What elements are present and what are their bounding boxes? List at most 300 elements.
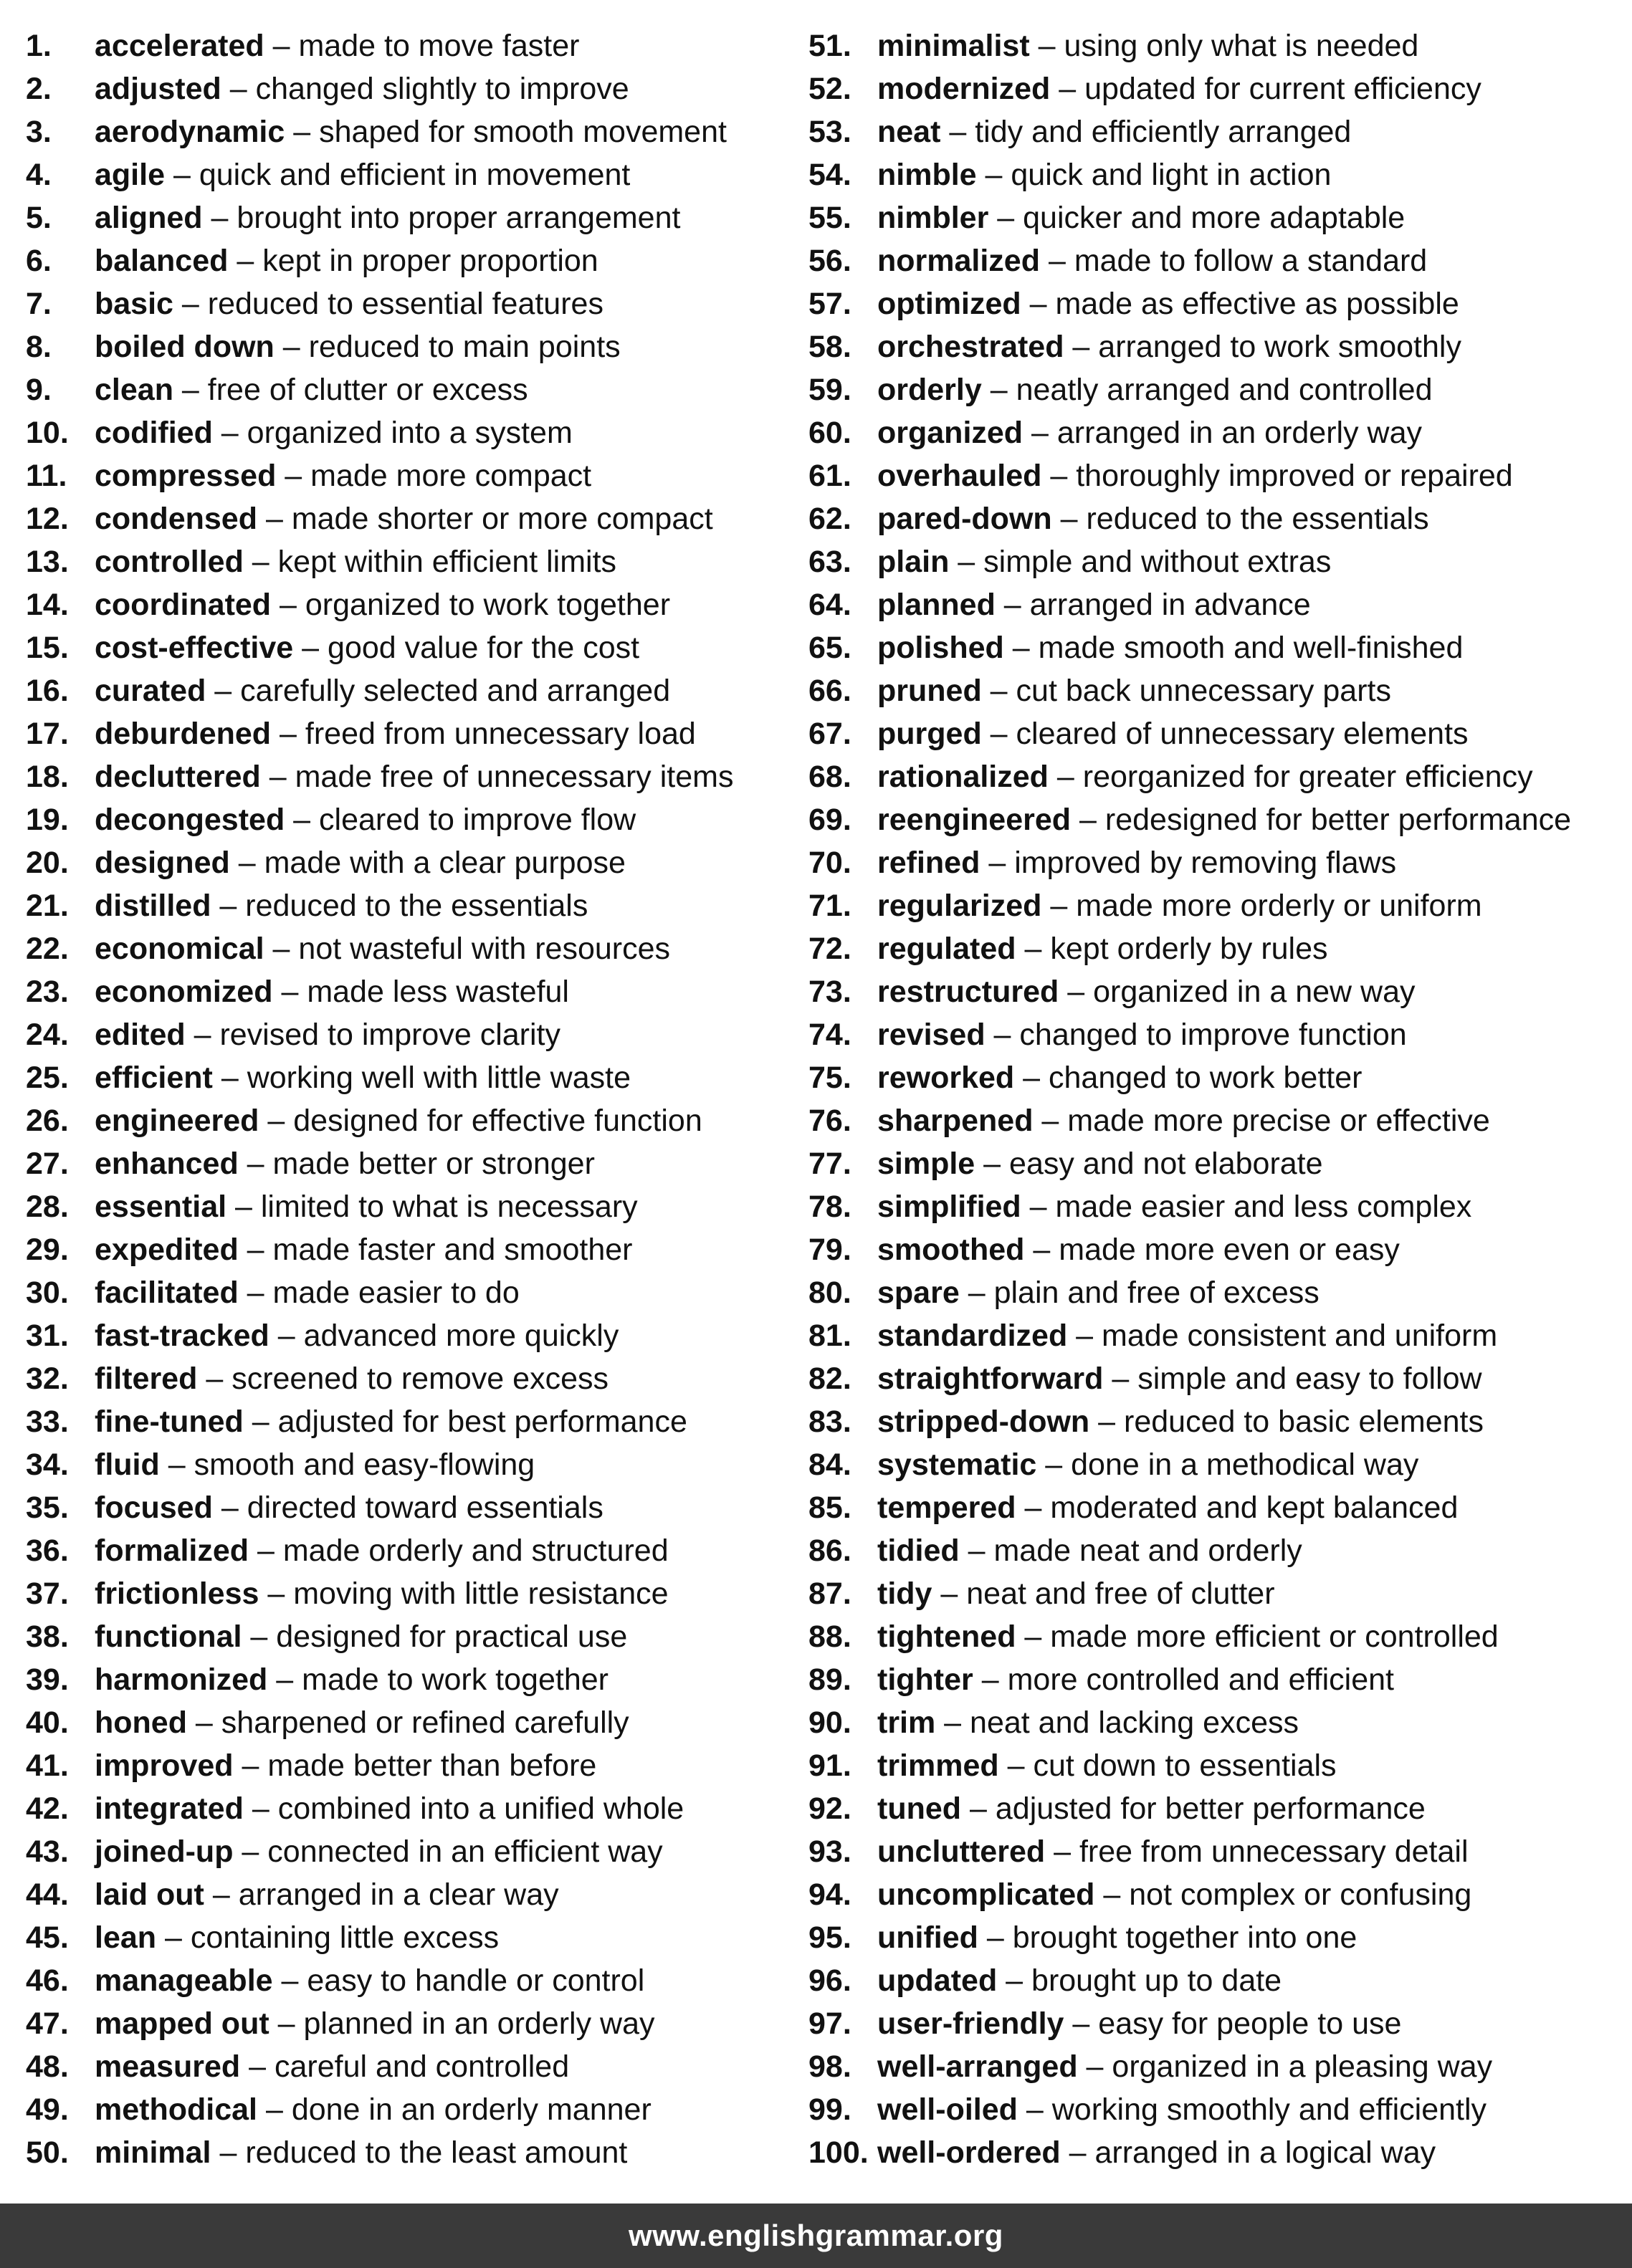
entry-number: 19. xyxy=(26,803,69,837)
entry-number: 38. xyxy=(26,1619,69,1654)
entry-word: revised xyxy=(877,1018,986,1052)
entry-number: 66. xyxy=(808,674,851,708)
entry-definition: made as effective as possible xyxy=(1055,287,1459,321)
entry-dash: – xyxy=(233,1834,268,1869)
entry-word: mapped out xyxy=(95,2006,269,2041)
entry-number: 34. xyxy=(26,1448,69,1482)
list-item xyxy=(808,1787,1618,1830)
list-item xyxy=(26,411,786,454)
entry-dash: – xyxy=(185,1018,220,1052)
entry-word: improved xyxy=(95,1748,234,1783)
list-item xyxy=(808,67,1618,110)
entry-definition: made more orderly or uniform xyxy=(1076,889,1482,923)
entry-definition: shaped for smooth movement xyxy=(319,115,727,149)
list-item xyxy=(808,669,1618,712)
list-item xyxy=(808,1443,1618,1486)
list-item xyxy=(808,497,1618,540)
entry-dash: – xyxy=(1021,287,1056,321)
list-item xyxy=(808,1099,1618,1142)
entry-definition: thoroughly improved or repaired xyxy=(1076,459,1513,493)
entry-word: functional xyxy=(95,1619,242,1654)
entry-dash: – xyxy=(1021,1190,1056,1224)
word-list-column-right xyxy=(808,24,1618,2174)
entry-dash: – xyxy=(186,1705,221,1740)
entry-number: 58. xyxy=(808,330,851,364)
entry-dash: – xyxy=(233,1748,268,1783)
entry-number: 94. xyxy=(808,1877,851,1912)
entry-dash: – xyxy=(276,459,311,493)
entry-word: systematic xyxy=(877,1448,1037,1482)
entry-word: orchestrated xyxy=(877,330,1064,364)
entry-number: 12. xyxy=(26,502,69,536)
list-item xyxy=(808,1228,1618,1271)
entry-number: 28. xyxy=(26,1190,69,1224)
list-item xyxy=(808,841,1618,884)
entry-word: honed xyxy=(95,1705,187,1740)
list-item xyxy=(808,1529,1618,1572)
entry-word: restructured xyxy=(877,975,1059,1009)
entry-definition: more controlled and efficient xyxy=(1007,1662,1395,1697)
entry-dash: – xyxy=(212,416,247,450)
entry-number: 70. xyxy=(808,846,851,880)
entry-word: tightened xyxy=(877,1619,1016,1654)
entry-dash: – xyxy=(959,1533,994,1568)
entry-number: 96. xyxy=(808,1963,851,1998)
entry-word: frictionless xyxy=(95,1576,259,1611)
entry-word: spare xyxy=(877,1276,960,1310)
entry-definition: arranged in a clear way xyxy=(238,1877,559,1912)
entry-dash: – xyxy=(293,631,328,665)
entry-definition: using only what is needed xyxy=(1064,29,1419,63)
entry-number: 59. xyxy=(808,373,851,407)
entry-dash: – xyxy=(998,1748,1034,1783)
entry-word: rationalized xyxy=(877,760,1049,794)
entry-dash: – xyxy=(1024,1233,1059,1267)
entry-word: sharpened xyxy=(877,1104,1034,1138)
entry-number: 41. xyxy=(26,1748,69,1783)
entry-definition: made better than before xyxy=(267,1748,597,1783)
entry-number: 36. xyxy=(26,1533,69,1568)
list-item xyxy=(808,368,1618,411)
list-item xyxy=(26,1873,786,1916)
entry-dash: – xyxy=(961,1791,996,1826)
entry-word: essential xyxy=(95,1190,227,1224)
list-item xyxy=(808,1572,1618,1615)
entry-number: 27. xyxy=(26,1147,69,1181)
entry-definition: made to follow a standard xyxy=(1074,244,1428,278)
entry-word: measured xyxy=(95,2049,241,2084)
entry-word: condensed xyxy=(95,502,257,536)
entry-dash: – xyxy=(1017,2092,1052,2127)
entry-word: controlled xyxy=(95,545,244,579)
entry-definition: cut back unnecessary parts xyxy=(1016,674,1391,708)
entry-number: 87. xyxy=(808,1576,851,1611)
list-item xyxy=(808,1830,1618,1873)
entry-number: 91. xyxy=(808,1748,851,1783)
entry-dash: – xyxy=(211,889,246,923)
list-item xyxy=(808,1400,1618,1443)
entry-definition: easy to handle or control xyxy=(307,1963,645,1998)
entry-dash: – xyxy=(1041,889,1077,923)
entry-dash: – xyxy=(985,1018,1020,1052)
list-item xyxy=(26,67,786,110)
entry-number: 74. xyxy=(808,1018,851,1052)
entry-definition: reduced to the essentials xyxy=(245,889,588,923)
entry-word: economized xyxy=(95,975,273,1009)
entry-number: 39. xyxy=(26,1662,69,1697)
list-item xyxy=(808,1357,1618,1400)
entry-word: minimal xyxy=(95,2135,211,2170)
list-item xyxy=(26,1744,786,1787)
list-item xyxy=(808,2131,1618,2174)
list-item xyxy=(26,927,786,970)
entry-number: 13. xyxy=(26,545,69,579)
entry-dash: – xyxy=(173,287,208,321)
entry-dash: – xyxy=(1041,459,1077,493)
entry-dash: – xyxy=(988,201,1023,235)
entry-dash: – xyxy=(935,1705,970,1740)
entry-definition: easy and not elaborate xyxy=(1009,1147,1323,1181)
list-item xyxy=(26,755,786,798)
entry-number: 79. xyxy=(808,1233,851,1267)
entry-definition: reduced to main points xyxy=(308,330,621,364)
entry-word: edited xyxy=(95,1018,186,1052)
footer-bar xyxy=(0,2204,1632,2268)
entry-word: reengineered xyxy=(877,803,1072,837)
entry-dash: – xyxy=(159,1448,194,1482)
entry-number: 90. xyxy=(808,1705,851,1740)
entry-definition: kept orderly by rules xyxy=(1050,932,1328,966)
entry-dash: – xyxy=(975,1147,1010,1181)
entry-dash: – xyxy=(243,1405,278,1439)
entry-word: designed xyxy=(95,846,230,880)
entry-definition: working well with little waste xyxy=(247,1061,631,1095)
entry-number: 54. xyxy=(808,158,851,192)
entry-word: joined-up xyxy=(95,1834,234,1869)
list-item xyxy=(26,1701,786,1744)
entry-number: 29. xyxy=(26,1233,69,1267)
entry-definition: containing little excess xyxy=(190,1920,500,1955)
entry-number: 60. xyxy=(808,416,851,450)
entry-definition: organized in a pleasing way xyxy=(1112,2049,1493,2084)
entry-definition: made more precise or effective xyxy=(1067,1104,1490,1138)
entry-number: 43. xyxy=(26,1834,69,1869)
entry-word: optimized xyxy=(877,287,1021,321)
entry-number: 35. xyxy=(26,1491,69,1525)
entry-dash: – xyxy=(1059,975,1094,1009)
entry-number: 33. xyxy=(26,1405,69,1439)
entry-word: expedited xyxy=(95,1233,239,1267)
list-item xyxy=(808,2002,1618,2045)
list-item xyxy=(26,970,786,1013)
entry-word: integrated xyxy=(95,1791,244,1826)
list-item xyxy=(808,2045,1618,2088)
entry-dash: – xyxy=(940,115,975,149)
entry-dash: – xyxy=(271,588,305,622)
entry-number: 65. xyxy=(808,631,851,665)
entry-dash: – xyxy=(226,1190,261,1224)
list-item xyxy=(26,1314,786,1357)
entry-definition: done in an orderly manner xyxy=(291,2092,652,2127)
list-item xyxy=(26,282,786,325)
entry-word: efficient xyxy=(95,1061,213,1095)
entry-number: 40. xyxy=(26,1705,69,1740)
entry-dash: – xyxy=(981,373,1016,407)
list-item xyxy=(26,1271,786,1314)
entry-definition: reduced to essential features xyxy=(207,287,603,321)
entry-dash: – xyxy=(1094,1877,1130,1912)
list-item xyxy=(808,927,1618,970)
entry-word: tuned xyxy=(877,1791,962,1826)
word-list-column-left xyxy=(26,24,786,2174)
list-item xyxy=(808,325,1618,368)
entry-number: 71. xyxy=(808,889,851,923)
entry-dash: – xyxy=(197,1362,232,1396)
entry-number: 30. xyxy=(26,1276,69,1310)
entry-number: 5. xyxy=(26,201,52,235)
list-item xyxy=(26,540,786,583)
list-item xyxy=(808,110,1618,153)
entry-word: organized xyxy=(877,416,1023,450)
list-item xyxy=(808,1056,1618,1099)
entry-word: nimbler xyxy=(877,201,989,235)
list-item xyxy=(26,1658,786,1701)
entry-definition: easy for people to use xyxy=(1098,2006,1402,2041)
entry-definition: improved by removing flaws xyxy=(1014,846,1397,880)
list-item xyxy=(26,1486,786,1529)
entry-number: 88. xyxy=(808,1619,851,1654)
entry-word: harmonized xyxy=(95,1662,268,1697)
list-item xyxy=(808,1271,1618,1314)
entry-word: laid out xyxy=(95,1877,204,1912)
list-item xyxy=(26,1916,786,1959)
list-item xyxy=(808,1486,1618,1529)
entry-definition: free from unnecessary detail xyxy=(1079,1834,1469,1869)
entry-word: tidy xyxy=(877,1576,932,1611)
entry-dash: – xyxy=(228,244,263,278)
entry-definition: advanced more quickly xyxy=(303,1319,619,1353)
entry-number: 51. xyxy=(808,29,851,63)
entry-word: minimalist xyxy=(877,29,1030,63)
entry-dash: – xyxy=(1036,1448,1072,1482)
entry-definition: adjusted for best performance xyxy=(277,1405,687,1439)
entry-word: methodical xyxy=(95,2092,257,2127)
list-item xyxy=(808,1658,1618,1701)
entry-word: deburdened xyxy=(95,717,272,751)
entry-definition: moving with little resistance xyxy=(293,1576,669,1611)
entry-dash: – xyxy=(995,588,1030,622)
entry-dash: – xyxy=(260,760,295,794)
entry-definition: quick and light in action xyxy=(1011,158,1332,192)
entry-number: 46. xyxy=(26,1963,69,1998)
entry-dash: – xyxy=(259,1576,294,1611)
entry-number: 50. xyxy=(26,2135,69,2170)
entry-number: 48. xyxy=(26,2049,69,2084)
entry-number: 45. xyxy=(26,1920,69,1955)
entry-number: 1. xyxy=(26,29,52,63)
entry-dash: – xyxy=(269,1319,304,1353)
entry-number: 44. xyxy=(26,1877,69,1912)
entry-number: 92. xyxy=(808,1791,851,1826)
entry-definition: reduced to basic elements xyxy=(1124,1405,1484,1439)
list-item xyxy=(26,1615,786,1658)
entry-definition: cut down to essentials xyxy=(1033,1748,1337,1783)
entry-word: accelerated xyxy=(95,29,264,63)
entry-definition: revised to improve clarity xyxy=(219,1018,560,1052)
entry-word: well-ordered xyxy=(877,2135,1061,2170)
entry-word: cost-effective xyxy=(95,631,294,665)
list-item xyxy=(26,2088,786,2131)
entry-number: 4. xyxy=(26,158,52,192)
entry-definition: arranged in a logical way xyxy=(1094,2135,1436,2170)
list-item xyxy=(26,1099,786,1142)
list-item xyxy=(808,712,1618,755)
list-item xyxy=(26,1357,786,1400)
entry-word: curated xyxy=(95,674,206,708)
entry-definition: updated for current efficiency xyxy=(1084,72,1481,106)
entry-word: well-arranged xyxy=(877,2049,1078,2084)
entry-dash: – xyxy=(1016,932,1051,966)
entry-definition: cleared to improve flow xyxy=(319,803,636,837)
entry-dash: – xyxy=(240,2049,275,2084)
entry-word: balanced xyxy=(95,244,229,278)
footer-url[interactable]: www.englishgrammar.org xyxy=(629,2219,1003,2252)
entry-definition: changed to improve function xyxy=(1019,1018,1407,1052)
list-item xyxy=(808,1959,1618,2002)
entry-number: 3. xyxy=(26,115,52,149)
entry-dash: – xyxy=(285,115,320,149)
entry-definition: freed from unnecessary load xyxy=(305,717,696,751)
entry-word: tempered xyxy=(877,1491,1016,1525)
entry-word: well-oiled xyxy=(877,2092,1018,2127)
list-item xyxy=(808,282,1618,325)
entry-dash: – xyxy=(1045,1834,1079,1869)
entry-number: 16. xyxy=(26,674,69,708)
entry-definition: tidy and efficiently arranged xyxy=(975,115,1352,149)
entry-definition: made consistent and uniform xyxy=(1102,1319,1498,1353)
entry-number: 10. xyxy=(26,416,69,450)
entry-word: agile xyxy=(95,158,165,192)
entry-word: economical xyxy=(95,932,264,966)
entry-definition: organized into a system xyxy=(247,416,573,450)
entry-definition: kept within efficient limits xyxy=(277,545,617,579)
list-item xyxy=(26,1529,786,1572)
list-item xyxy=(26,2131,786,2174)
entry-dash: – xyxy=(264,29,299,63)
word-list xyxy=(0,24,1632,2174)
entry-definition: made easier and less complex xyxy=(1055,1190,1472,1224)
entry-definition: carefully selected and arranged xyxy=(240,674,671,708)
entry-number: 61. xyxy=(808,459,851,493)
entry-definition: made more even or easy xyxy=(1059,1233,1400,1267)
entry-definition: neat and free of clutter xyxy=(966,1576,1275,1611)
entry-word: polished xyxy=(877,631,1004,665)
entry-number: 53. xyxy=(808,115,851,149)
list-item xyxy=(808,24,1618,67)
list-item xyxy=(808,1142,1618,1185)
list-item xyxy=(808,196,1618,239)
entry-definition: made easier to do xyxy=(272,1276,520,1310)
entry-definition: careful and controlled xyxy=(274,2049,570,2084)
entry-definition: made to work together xyxy=(302,1662,609,1697)
list-item xyxy=(26,153,786,196)
entry-dash: – xyxy=(1016,1491,1051,1525)
entry-number: 20. xyxy=(26,846,69,880)
entry-dash: – xyxy=(981,717,1016,751)
entry-number: 62. xyxy=(808,502,851,536)
entry-dash: – xyxy=(257,2092,292,2127)
entry-definition: arranged in an orderly way xyxy=(1056,416,1423,450)
list-item xyxy=(26,196,786,239)
entry-word: lean xyxy=(95,1920,157,1955)
list-item xyxy=(808,540,1618,583)
list-item xyxy=(808,411,1618,454)
entry-definition: designed for effective function xyxy=(293,1104,702,1138)
entry-word: manageable xyxy=(95,1963,273,1998)
entry-dash: – xyxy=(1077,2049,1112,2084)
entry-dash: – xyxy=(242,1619,277,1654)
list-item xyxy=(808,884,1618,927)
entry-number: 47. xyxy=(26,2006,69,2041)
entry-number: 2. xyxy=(26,72,52,106)
entry-dash: – xyxy=(212,1061,247,1095)
entry-number: 7. xyxy=(26,287,52,321)
entry-dash: – xyxy=(978,1920,1013,1955)
list-item xyxy=(26,497,786,540)
list-item xyxy=(26,1056,786,1099)
entry-number: 85. xyxy=(808,1491,851,1525)
entry-dash: – xyxy=(1048,760,1083,794)
entry-number: 22. xyxy=(26,932,69,966)
entry-definition: quicker and more adaptable xyxy=(1023,201,1406,235)
entry-dash: – xyxy=(980,846,1015,880)
entry-dash: – xyxy=(243,545,278,579)
entry-definition: simple and easy to follow xyxy=(1137,1362,1482,1396)
list-item xyxy=(26,626,786,669)
entry-dash: – xyxy=(1040,244,1074,278)
entry-number: 93. xyxy=(808,1834,851,1869)
entry-dash: – xyxy=(274,330,309,364)
entry-word: orderly xyxy=(877,373,982,407)
entry-definition: made orderly and structured xyxy=(282,1533,669,1568)
list-item xyxy=(808,798,1618,841)
list-item xyxy=(26,1228,786,1271)
entry-number: 76. xyxy=(808,1104,851,1138)
entry-word: tighter xyxy=(877,1662,973,1697)
entry-word: formalized xyxy=(95,1533,249,1568)
entry-dash: – xyxy=(173,373,208,407)
entry-definition: brought up to date xyxy=(1031,1963,1282,1998)
entry-definition: simple and without extras xyxy=(983,545,1332,579)
entry-word: user-friendly xyxy=(877,2006,1064,2041)
entry-dash: – xyxy=(1033,1104,1068,1138)
entry-definition: organized in a new way xyxy=(1093,975,1416,1009)
entry-dash: – xyxy=(204,1877,239,1912)
entry-definition: designed for practical use xyxy=(276,1619,628,1654)
entry-dash: – xyxy=(997,1963,1032,1998)
list-item xyxy=(26,583,786,626)
entry-word: enhanced xyxy=(95,1147,239,1181)
list-item xyxy=(26,1443,786,1486)
entry-word: fast-tracked xyxy=(95,1319,269,1353)
entry-word: codified xyxy=(95,416,213,450)
list-item xyxy=(26,1830,786,1873)
entry-number: 86. xyxy=(808,1533,851,1568)
entry-word: overhauled xyxy=(877,459,1042,493)
list-item xyxy=(808,1873,1618,1916)
entry-definition: changed slightly to improve xyxy=(255,72,629,106)
entry-number: 21. xyxy=(26,889,69,923)
